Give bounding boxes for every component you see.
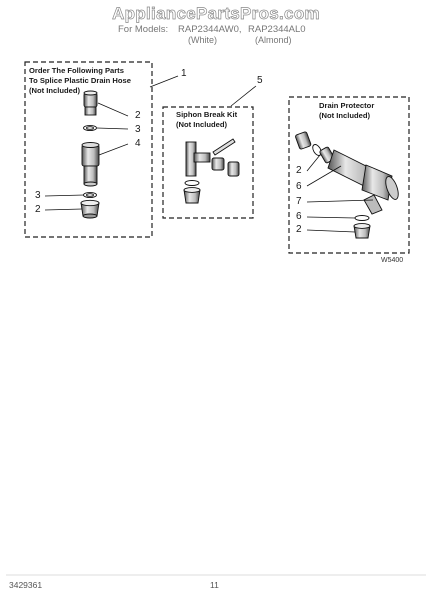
callout-4: 4 — [135, 138, 141, 149]
callout-1: 1 — [181, 68, 187, 79]
callout-2-lower: 2 — [35, 204, 41, 215]
callout-6-drain-bottom: 6 — [296, 211, 302, 222]
callout-2-upper: 2 — [135, 110, 141, 121]
page-number: 11 — [210, 580, 219, 590]
color-a: (White) — [188, 35, 217, 45]
siphon-title-line-2: (Not Included) — [176, 120, 228, 129]
siphon-leaders — [231, 86, 256, 106]
callout-7: 7 — [296, 196, 302, 207]
splice-title-line-3: (Not Included) — [29, 86, 81, 95]
figure-code: W5400 — [381, 257, 404, 264]
callout-5: 5 — [257, 75, 263, 86]
siphon-title-line-1: Siphon Break Kit — [176, 110, 238, 119]
models-prefix: For Models: — [118, 24, 169, 35]
callout-2-drain-top: 2 — [296, 165, 302, 176]
splice-parts — [81, 91, 99, 218]
drain-title-line-1: Drain Protector — [319, 101, 375, 110]
callout-6-drain-top: 6 — [296, 181, 302, 192]
watermark-text: AppliancePartsPros.com — [112, 4, 320, 23]
splice-leaders — [45, 76, 178, 210]
splice-title-line-2: To Splice Plastic Drain Hose — [29, 76, 131, 85]
document-number: 3429361 — [9, 580, 43, 590]
callout-3-upper: 3 — [135, 124, 141, 135]
siphon-parts — [184, 139, 239, 203]
drain-parts — [295, 131, 401, 238]
model-a: RAP2344AW0, — [178, 24, 242, 35]
drain-title-line-2: (Not Included) — [319, 111, 371, 120]
model-b: RAP2344AL0 — [248, 24, 306, 35]
splice-title-line-1: Order The Following Parts — [29, 66, 124, 75]
callout-2-drain-bottom: 2 — [296, 224, 302, 235]
callout-3-lower: 3 — [35, 190, 41, 201]
color-b: (Almond) — [255, 35, 292, 45]
